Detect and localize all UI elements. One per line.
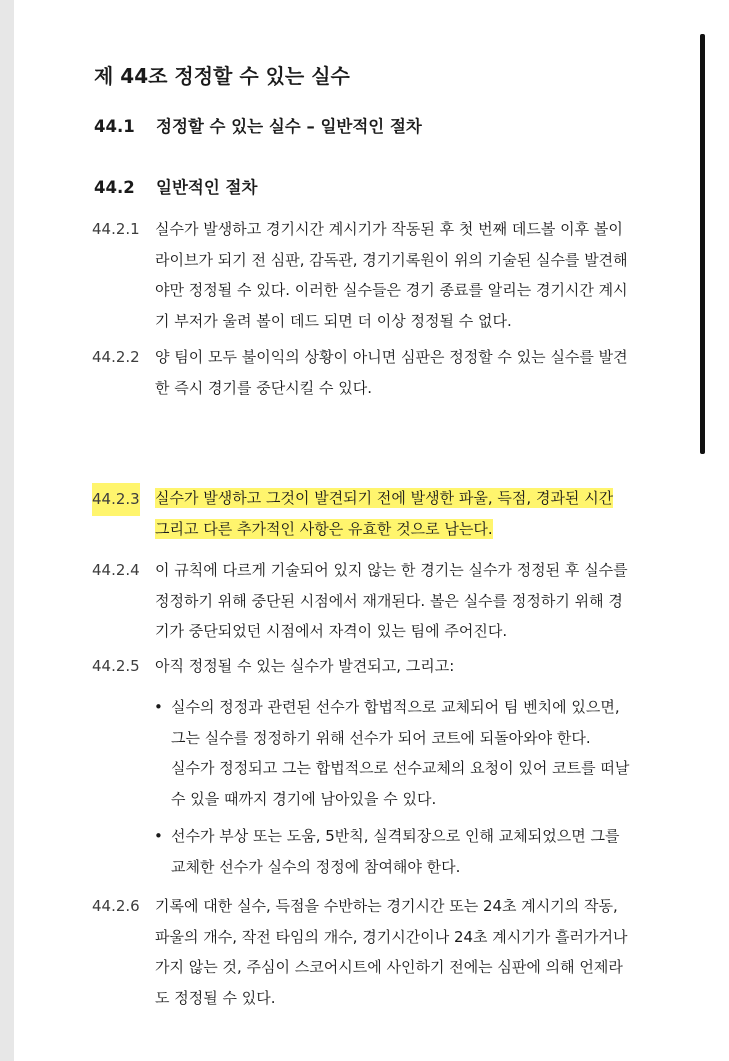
clause-44-2-2: [92, 342, 692, 403]
clause-44-2-6: [92, 891, 692, 1013]
clause-line: 기록에 대한 실수, 득점을 수반하는 경기시간 또는 24초 계시기의 작동,: [155, 897, 618, 915]
clause-line: 가지 않는 것, 주심이 스코어시트에 사인하기 전에는 심판에 의해 언제라: [155, 958, 623, 976]
highlighted-text: 실수가 발생하고 그것이 발견되기 전에 발생한 파울, 득점, 경과된 시간: [155, 489, 614, 507]
clause-line: 아직 정정될 수 있는 실수가 발견되고, 그리고:: [155, 657, 455, 675]
clause-line: 파울의 개수, 작전 타임의 개수, 경기시간이나 24초 계시기가 흘러가거나: [155, 927, 628, 946]
clause-line: 라이브가 되기 전 심판, 감독관, 경기기록원이 위의 기술된 실수를 발견해: [155, 250, 628, 269]
section-heading-44-2: [94, 174, 257, 198]
bullet-line: 선수가 부상 또는 도움, 5반칙, 실격퇴장으로 인해 교체되었으면 그를: [171, 827, 620, 845]
article-title: 제 44조 정정할 수 있는 실수: [94, 64, 350, 88]
clause-line: [155, 483, 692, 514]
clause-line: 양 팀이 모두 불이익의 상황이 아니면 심판은 정정할 수 있는 실수를 발견: [155, 348, 628, 366]
bullet-symbol: •: [154, 827, 163, 845]
clause-number: 44.2.1: [92, 220, 140, 238]
clause-44-2-3: [92, 483, 692, 544]
clause-number: 44.2.5: [92, 657, 140, 675]
bullet-item: [154, 692, 694, 814]
clause-line: 이 규칙에 다르게 기술되어 있지 않는 한 경기는 실수가 정정된 후 실수를: [155, 561, 628, 579]
section-number: 44.1: [94, 117, 135, 136]
section-heading-44-1: [94, 113, 422, 137]
clause-number: 44.2.4: [92, 561, 140, 579]
bullet-symbol: •: [154, 698, 163, 716]
section-title: 일반적인 절차: [156, 178, 258, 197]
page-left-margin: [0, 0, 14, 1061]
clause-line: 야만 정정될 수 있다. 이러한 실수들은 경기 종료를 알리는 경기시간 계시: [155, 281, 628, 299]
bullet-item: [154, 821, 694, 882]
section-number: 44.2: [94, 178, 135, 197]
bullet-line: 실수가 정정되고 그는 합법적으로 선수교체의 요청이 있어 코트를 떠날: [171, 759, 630, 777]
bullet-line: 교체한 선수가 실수의 정정에 참여해야 한다.: [171, 857, 461, 876]
clause-number: 44.2.6: [92, 897, 140, 915]
clause-number: 44.2.3: [92, 483, 140, 516]
clause-44-2-4: [92, 555, 692, 647]
scrollbar-thumb[interactable]: [700, 34, 705, 454]
bullet-line: 실수의 정정과 관련된 선수가 합법적으로 교체되어 팀 벤치에 있으면,: [171, 698, 620, 716]
clause-line: 실수가 발생하고 경기시간 계시기가 작동된 후 첫 번째 데드볼 이후 볼이: [155, 220, 623, 238]
clause-line: 한 즉시 경기를 중단시킬 수 있다.: [155, 378, 372, 397]
highlighted-text: 그리고 다른 추가적인 사항은 유효한 것으로 남는다.: [155, 519, 493, 538]
clause-line: 기 부저가 울려 볼이 데드 되면 더 이상 정정될 수 없다.: [155, 311, 512, 330]
bullet-line: 수 있을 때까지 경기에 남아있을 수 있다.: [171, 789, 437, 808]
clause-line: [155, 514, 692, 545]
clause-44-2-1: [92, 214, 692, 336]
clause-44-2-5: [92, 651, 692, 682]
bullet-line: 그는 실수를 정정하기 위해 선수가 되어 코트에 되돌아와야 한다.: [171, 728, 591, 747]
document-page[interactable]: [14, 0, 729, 1061]
clause-line: 도 정정될 수 있다.: [155, 988, 276, 1007]
clause-line: 기가 중단되었던 시점에서 자격이 있는 팀에 주어진다.: [155, 622, 508, 640]
section-title: 정정할 수 있는 실수 – 일반적인 절차: [156, 117, 422, 136]
clause-line: 정정하기 위해 중단된 시점에서 재개된다. 볼은 실수를 정정하기 위해 경: [155, 591, 623, 610]
clause-number: 44.2.2: [92, 348, 140, 366]
